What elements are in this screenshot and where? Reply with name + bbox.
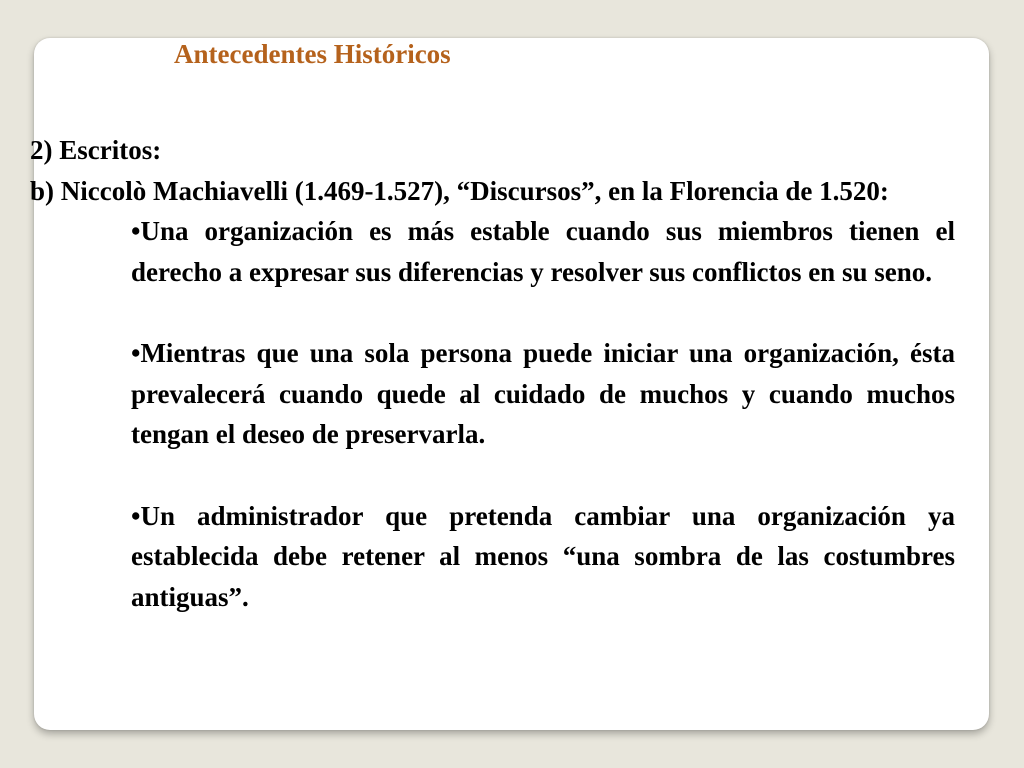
bullet-item: [131, 211, 955, 292]
slide-title: Antecedentes Históricos: [174, 39, 451, 69]
intro-paragraph: b) Niccolò Machiavelli (1.469-1.527), “Discursos”, en la Florencia de 1.520:: [30, 175, 889, 206]
bullet-item: [131, 496, 955, 618]
bullet-list: [30, 211, 955, 617]
bullet-item: [131, 333, 955, 455]
bullet-text: Un administrador que pretenda cambiar una organización ya establecida debe retener al menos “una sombra de las costumbres antiguas”.: [131, 500, 955, 612]
bullet-text: Una organización es más estable cuando sus miembros tienen el derecho a expresar sus diferencias y resolver sus conflictos en su seno.: [131, 216, 955, 287]
bullet-icon: •: [131, 216, 141, 246]
section-heading: 2) Escritos:: [30, 135, 162, 165]
bullet-icon: •: [131, 500, 141, 531]
bullet-text: Mientras que una sola persona puede iniciar una organización, ésta prevalecerá cuando quede al cuidado de muchos y cuando muchos tengan el deseo de preservarla.: [131, 338, 955, 449]
slide-content: [30, 130, 955, 617]
bullet-icon: •: [131, 338, 141, 368]
